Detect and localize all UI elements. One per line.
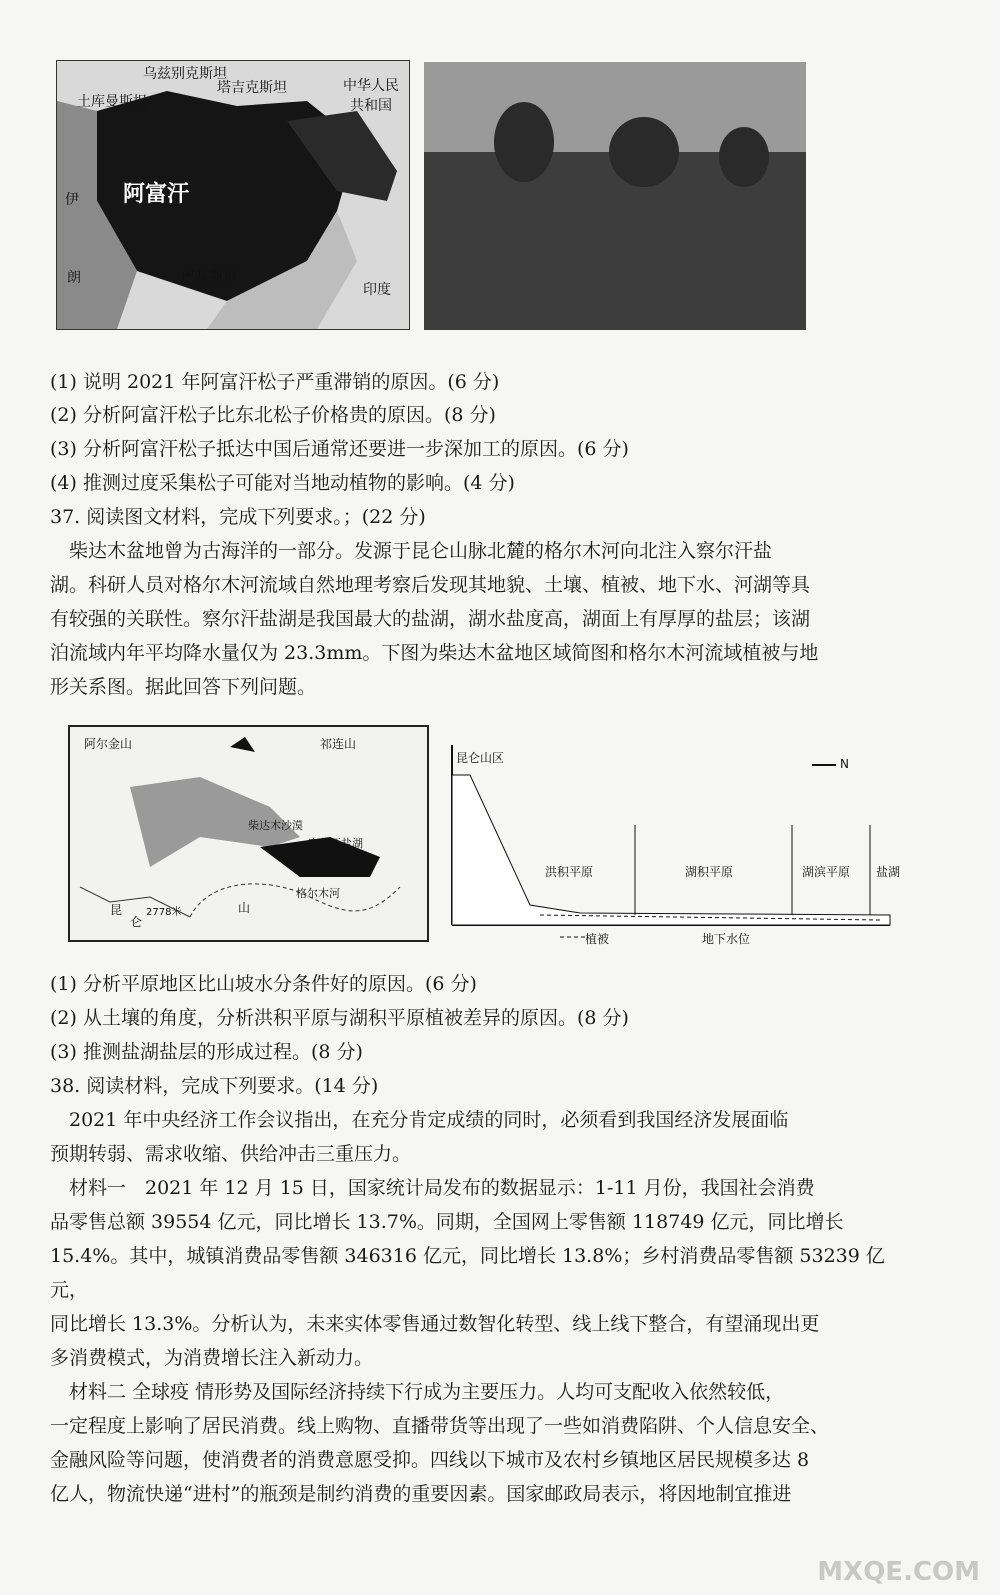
- map-label: 土库曼斯坦: [77, 94, 147, 110]
- question-line: (1) 说明 2021 年阿富汗松子严重滞销的原因。(6 分): [50, 371, 500, 393]
- paragraph-line: 材料二 全球疫 情形势及国际经济持续下行成为主要压力。人均可支配收入依然较低，: [50, 1381, 785, 1403]
- map-label: 山: [238, 901, 251, 915]
- paragraph-line: 材料一 2021 年 12 月 15 日，国家统计局发布的数据显示：1-11 月份，我国社会消费: [50, 1177, 815, 1199]
- map-label-afghanistan: 阿富汗: [123, 182, 190, 207]
- question-line: (3) 分析阿富汗松子抵达中国后通常还要进一步深加工的原因。(6 分): [50, 438, 629, 460]
- map-label: 昆: [110, 903, 123, 917]
- paragraph-line: 有较强的关联性。察尔汗盐湖是我国最大的盐湖，湖水盐度高，湖面上有厚厚的盐层；该湖: [50, 608, 811, 630]
- map-label: 柴达木沙漠: [248, 819, 303, 832]
- paragraph-line: 形关系图。据此回答下列问题。: [50, 676, 317, 698]
- map-label: 祁连山: [320, 737, 357, 751]
- profile-label: 湖滨平原: [802, 865, 851, 879]
- map-label: 伊: [65, 192, 79, 208]
- question-line: (2) 从土壤的角度，分析洪积平原与湖积平原植被差异的原因。(8 分): [50, 1007, 629, 1029]
- profile-label: 盐湖: [876, 865, 901, 879]
- map-label: 阿尔金山: [84, 737, 133, 751]
- question-line: (1) 分析平原地区比山坡水分条件好的原因。(6 分): [50, 973, 477, 995]
- map-label: 印度: [363, 282, 391, 298]
- photo-illustration: [424, 62, 806, 330]
- question-line: (3) 推测盐湖盐层的形成过程。(8 分): [50, 1041, 363, 1063]
- qaidam-basin-map: [68, 725, 429, 942]
- paragraph-line: 泊流域内年平均降水量仅为 23.3mm。下图为柴达木盆地区域简图和格尔木河流域植被与地: [50, 642, 819, 664]
- question-line: (4) 推测过度采集松子可能对当地动植物的影响。(4 分): [50, 472, 515, 494]
- map-label: 乌兹别克斯坦: [143, 66, 227, 82]
- paragraph-line: 预期转弱、需求收缩、供给冲击三重压力。: [50, 1143, 412, 1165]
- map-label: 朗: [67, 270, 81, 286]
- paragraph-line: 多消费模式，为消费增长注入新动力。: [50, 1347, 374, 1369]
- profile-label: N: [840, 757, 849, 771]
- question-heading: 38. 阅读材料，完成下列要求。(14 分): [50, 1075, 379, 1097]
- paragraph-line: 品零售总额 39554 亿元，同比增长 13.7%。同期，全国网上零售额 118749 亿元，同比增长: [50, 1211, 844, 1233]
- paragraph-line: 元，: [50, 1279, 89, 1301]
- profile-label: 洪积平原: [545, 865, 594, 879]
- map-label: 仑: [130, 915, 143, 929]
- map-label: 察尔汗盐湖: [308, 837, 363, 850]
- watermark: MXQE.COM: [817, 1557, 980, 1587]
- paragraph-line: 2021 年中央经济工作会议指出，在充分肯定成绩的同时，必须看到我国经济发展面临: [50, 1109, 789, 1131]
- map-label: 格尔木河: [296, 887, 340, 900]
- paragraph-line: 同比增长 13.3%。分析认为，未来实体零售通过数智化转型、线上线下整合，有望涌现出更: [50, 1313, 820, 1335]
- paragraph-line: 金融风险等问题，使消费者的消费意愿受抑。四线以下城市及农村乡镇地区居民规模多达 8: [50, 1449, 810, 1471]
- question-line: (2) 分析阿富汗松子比东北松子价格贵的原因。(8 分): [50, 404, 496, 426]
- map-label: 中华人民共和国: [343, 78, 399, 114]
- paragraph-line: 亿人，物流快递“进村”的瓶颈是制约消费的重要因素。国家邮政局表示，将因地制宜推进: [50, 1483, 792, 1505]
- afghanistan-map: [56, 60, 410, 330]
- pine-nut-photo: [424, 62, 806, 330]
- paragraph-line: 湖。科研人员对格尔木河流域自然地理考察后发现其地貌、土壤、植被、地下水、河湖等具: [50, 574, 811, 596]
- question-heading: 37. 阅读图文材料，完成下列要求。；(22 分): [50, 506, 426, 528]
- map-label: 巴基斯坦: [181, 270, 237, 286]
- paragraph-line: 柴达木盆地曾为古海洋的一部分。发源于昆仑山脉北麓的格尔木河向北注入察尔汗盐: [50, 540, 773, 562]
- map-label: 2778米: [146, 907, 182, 918]
- profile-label: 湖积平原: [685, 865, 734, 879]
- map-label: 塔吉克斯坦: [217, 80, 287, 96]
- paragraph-line: 15.4%。其中，城镇消费品零售额 346316 亿元，同比增长 13.8%；乡村消费品零售额 53239 亿: [50, 1245, 885, 1267]
- vegetation-terrain-profile: [440, 735, 910, 950]
- paragraph-line: 一定程度上影响了居民消费。线上购物、直播带货等出现了一些如消费陷阱、个人信息安全、: [50, 1415, 830, 1437]
- legend-water-label: 地下水位: [702, 932, 751, 946]
- legend-plant-label: 植被: [585, 932, 610, 946]
- profile-label: 昆仑山区: [456, 751, 505, 765]
